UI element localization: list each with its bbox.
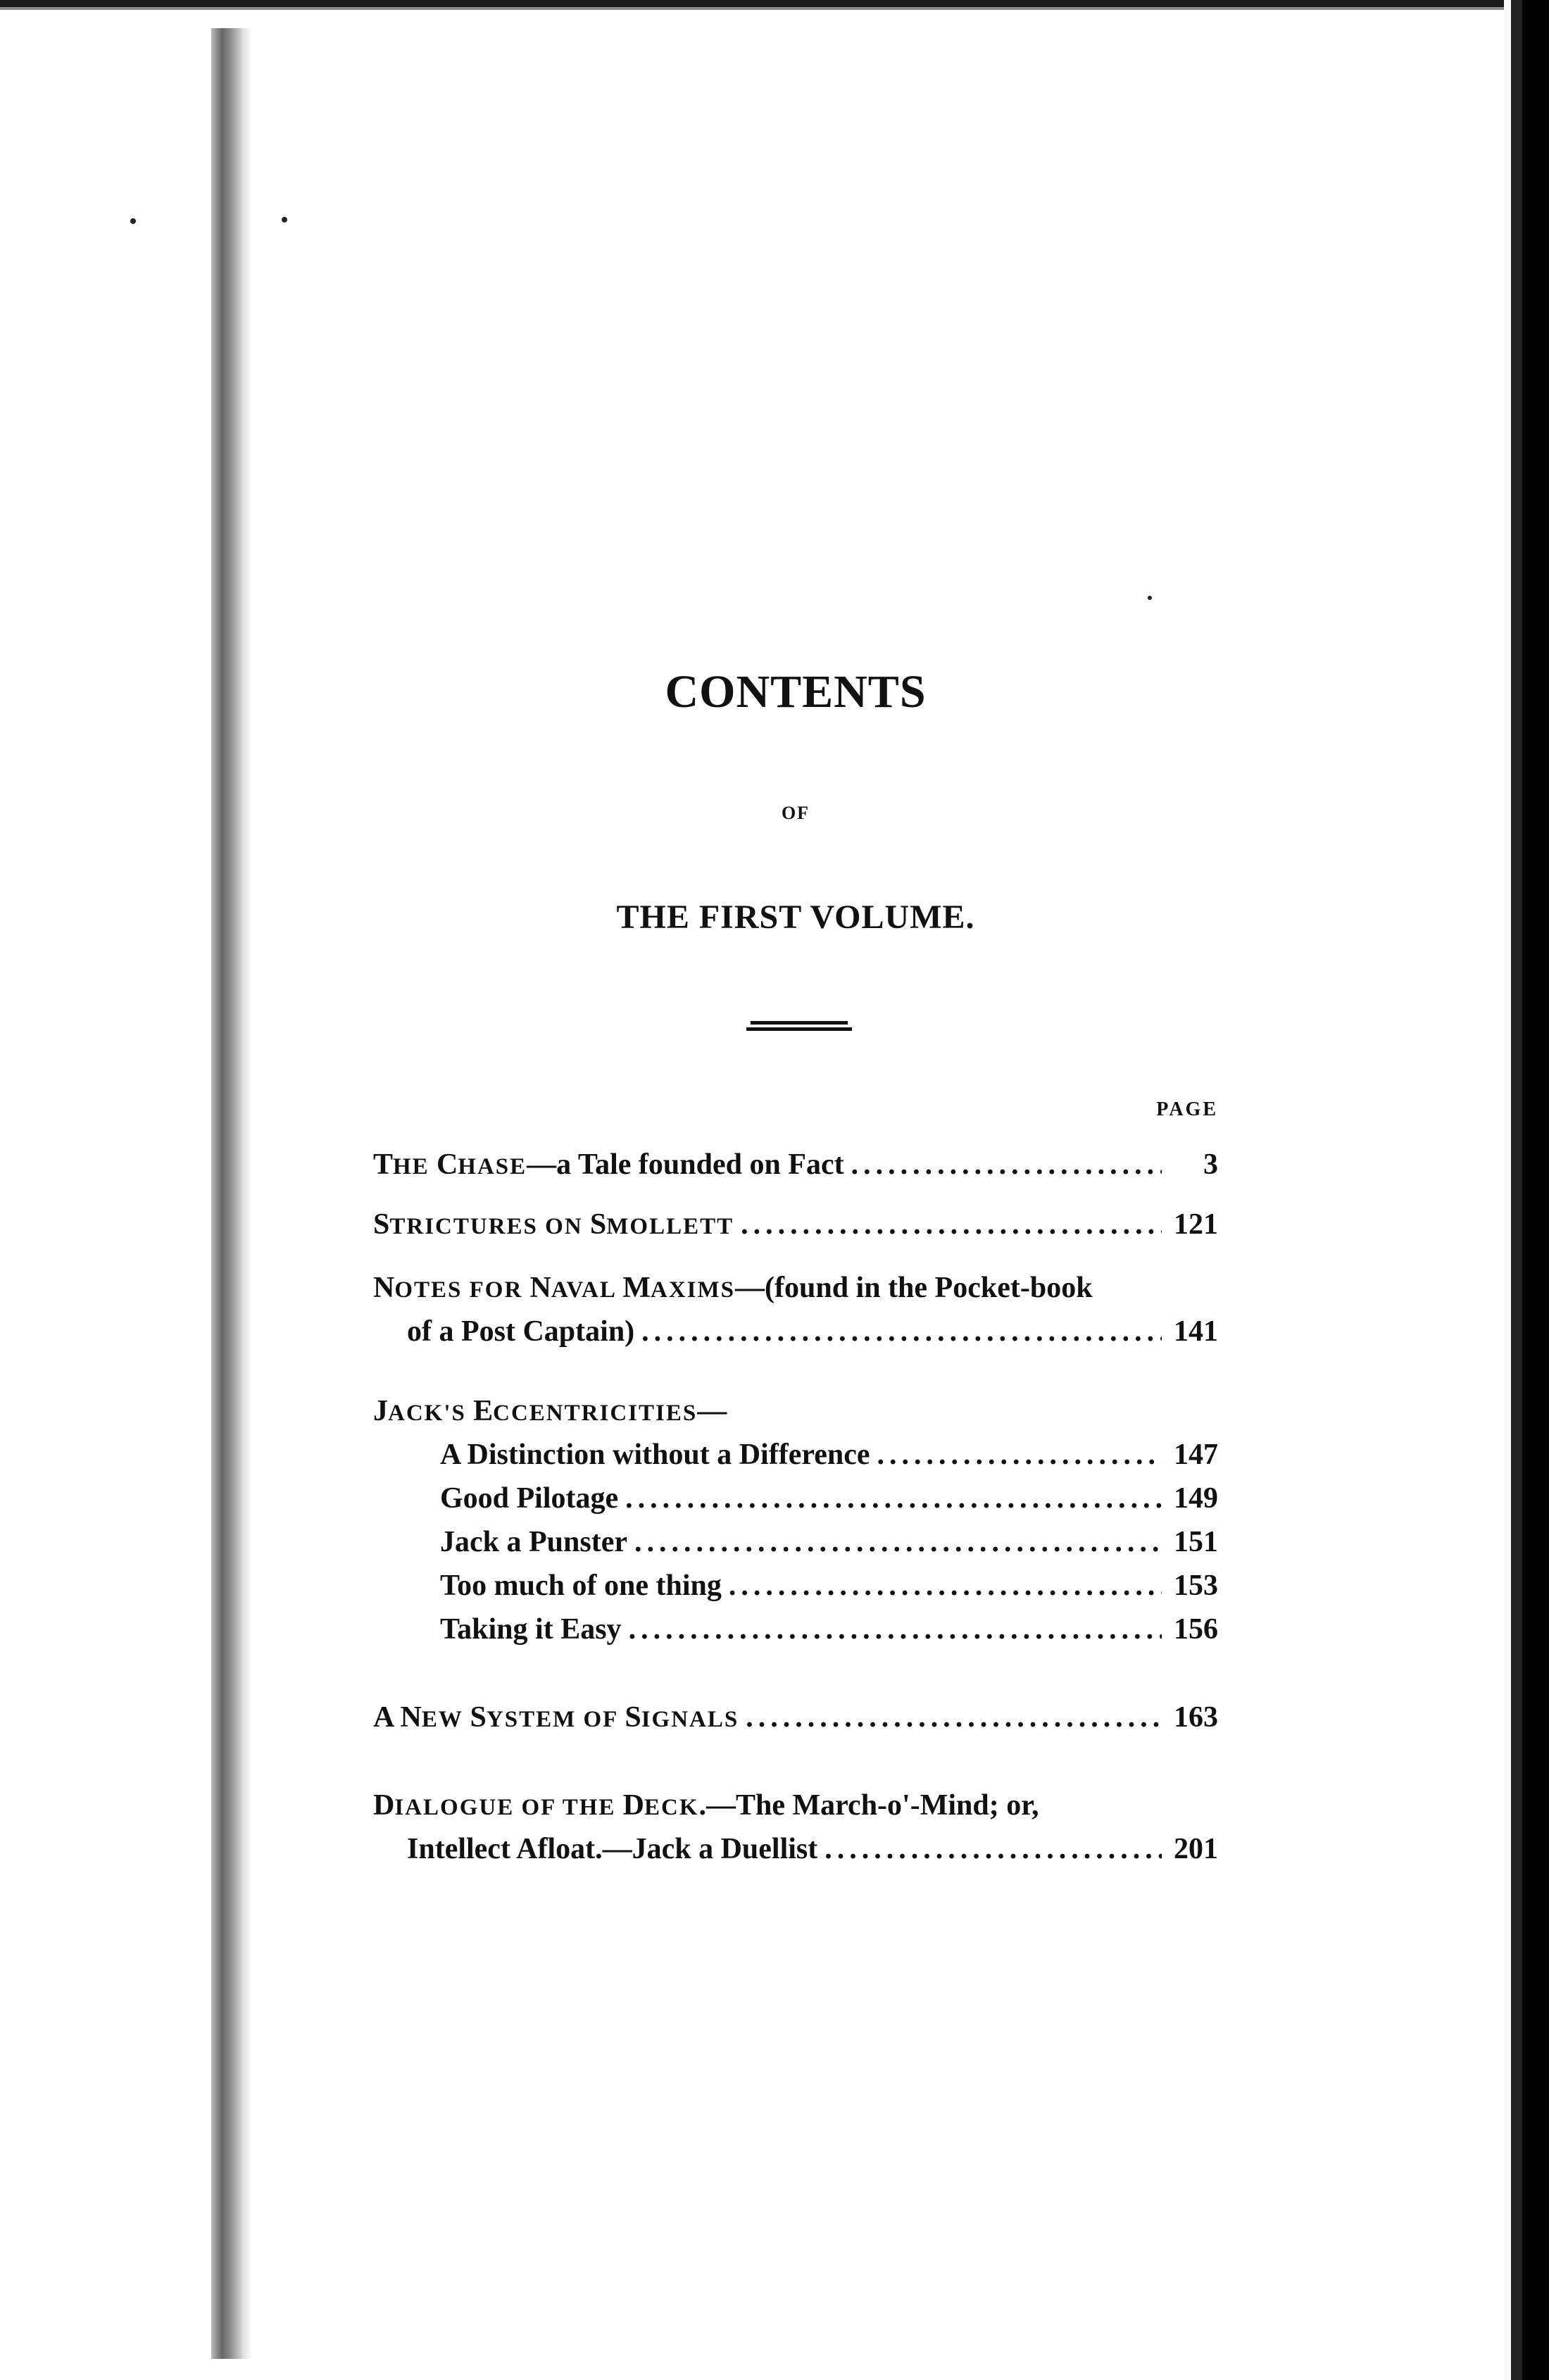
- leader-dots: [824, 1832, 1162, 1866]
- page-number: 147: [1174, 1439, 1218, 1471]
- page-number: 3: [1203, 1148, 1218, 1181]
- toc-subentry-title: A Distinction without a Difference: [440, 1439, 870, 1471]
- page-number: 156: [1174, 1613, 1218, 1646]
- toc-subentry-title: Jack a Punster: [440, 1526, 627, 1558]
- paper-speck: [130, 218, 136, 224]
- toc-entry-title-line2: Intellect Afloat.—Jack a Duellist: [407, 1833, 818, 1865]
- book-gutter-highlight: [242, 28, 252, 2359]
- page-number: 163: [1174, 1701, 1218, 1734]
- ornamental-rule: [746, 1021, 852, 1032]
- leader-dots: [641, 1315, 1162, 1348]
- toc-entry-continuation[interactable]: [407, 1315, 1218, 1358]
- leader-dots: [629, 1612, 1162, 1646]
- toc-entry-title: A NEW SYSTEM OF SIGNALS: [373, 1701, 739, 1734]
- contents-page: [373, 0, 1218, 2380]
- toc-subentry[interactable]: [440, 1438, 1218, 1482]
- toc-subentry[interactable]: [440, 1482, 1218, 1525]
- toc-entry[interactable]: [373, 1148, 1218, 1191]
- leader-dots: [851, 1148, 1162, 1182]
- title-connector: OF: [781, 803, 810, 823]
- toc-entry-continuation[interactable]: [407, 1832, 1218, 1876]
- toc-entry[interactable]: [373, 1271, 1218, 1315]
- page-number: 201: [1174, 1833, 1218, 1865]
- toc-subentry[interactable]: [440, 1525, 1218, 1569]
- book-gutter: [211, 28, 242, 2359]
- leader-dots: [741, 1208, 1162, 1241]
- toc-entry-title: STRICTURES ON SMOLLETT: [373, 1208, 734, 1241]
- toc-entry-title: THE CHASE—a Tale founded on Fact: [373, 1148, 844, 1181]
- leader-dots: [729, 1569, 1162, 1603]
- toc-entry[interactable]: [373, 1701, 1218, 1744]
- toc-entry-title: NOTES FOR NAVAL MAXIMS—(found in the Pocket-book: [373, 1272, 1093, 1304]
- toc-subentry[interactable]: [440, 1612, 1218, 1656]
- toc-entry-title-line2: of a Post Captain): [407, 1315, 635, 1348]
- page-title: CONTENTS: [665, 666, 927, 718]
- page-number: 121: [1174, 1208, 1218, 1241]
- page-number: 141: [1174, 1315, 1218, 1348]
- toc-entry[interactable]: [373, 1789, 1218, 1832]
- toc-subentry[interactable]: [440, 1569, 1218, 1612]
- page-right-edge: [1504, 0, 1549, 2380]
- toc-entry[interactable]: [373, 1208, 1218, 1251]
- page-number: 151: [1174, 1526, 1218, 1558]
- page-column-label: PAGE: [1156, 1098, 1218, 1120]
- leader-dots: [625, 1482, 1162, 1515]
- leader-dots: [877, 1438, 1162, 1472]
- toc-subentry-title: Taking it Easy: [440, 1613, 622, 1646]
- toc-entry-title: DIALOGUE OF THE DECK.—The March-o'-Mind; or,: [373, 1789, 1039, 1822]
- volume-subtitle: THE FIRST VOLUME.: [616, 898, 975, 936]
- page-number: 153: [1174, 1570, 1218, 1602]
- leader-dots: [634, 1525, 1162, 1559]
- toc-entry-title: JACK'S ECCENTRICITIES—: [373, 1395, 727, 1427]
- paper-speck: [282, 217, 287, 223]
- toc-entry[interactable]: [373, 1394, 1218, 1438]
- page-number: 149: [1174, 1482, 1218, 1515]
- toc-subentry-title: Too much of one thing: [440, 1570, 722, 1602]
- leader-dots: [746, 1701, 1162, 1734]
- toc-subentry-title: Good Pilotage: [440, 1482, 619, 1515]
